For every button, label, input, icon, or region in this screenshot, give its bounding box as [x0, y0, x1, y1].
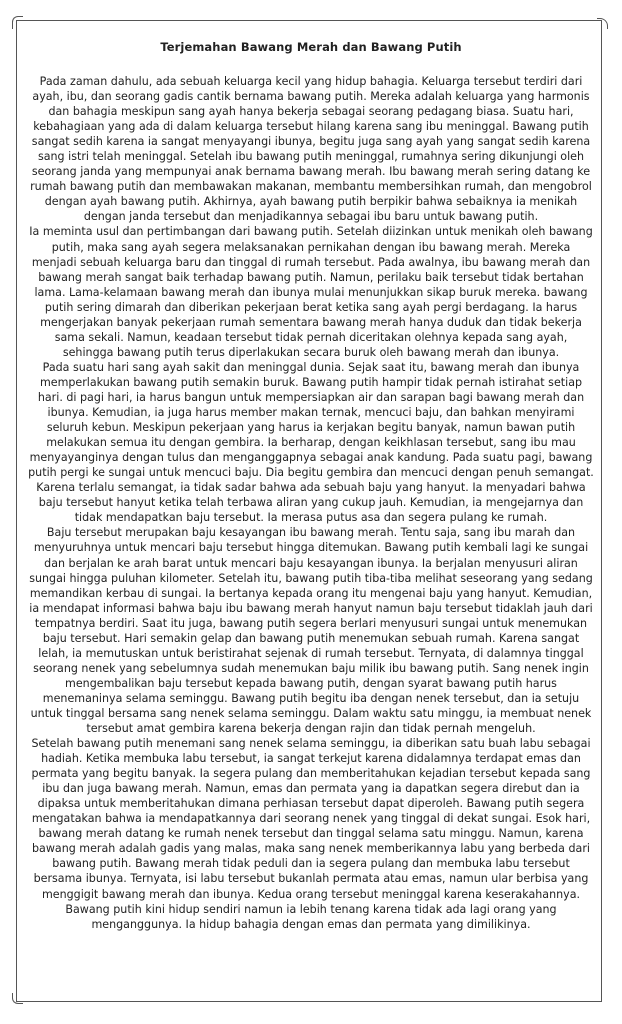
- paragraph-5: Setelah bawang putih menemani sang nenek selama seminggu, ia diberikan satu buah labu sebagai hadiah. Ketika membuka labu tersebut, ia sangat terkejut karena didalamnya terdapat emas dan permata yang begitu banyak. Ia segera pulang dan memberitahukan kejadian tersebut kepada sang ibu dan juga bawang merah. Namun, emas dan permata yang ia dapatkan segera direbut dan ia dipaksa untuk memberitahukan dimana perhiasan tersebut dapat diperoleh. Bawang putih segera mengatakan bahwa ia mendapatkannya dari seorang nenek yang tinggal di dekat sungai. Esok hari, bawang merah datang ke rumah nenek tersebut dan tinggal selama satu minggu. Namun, karena bawang merah adalah gadis yang malas, maka sang nenek memberikannya labu yang berbeda dari bawang putih. Bawang merah tidak peduli dan ia segera pulang dan membuka labu tersebut bersama ibunya. Ternyata, isi labu tersebut bukanlah permata atau emas, namun ular berbisa yang menggigit bawang merah dan ibunya. Kedua orang tersebut meninggal karena keserakahannya. Bawang putih kini hidup sendiri namun ia lebih tenang karena tidak ada lagi orang yang menganggunya. Ia hidup bahagia dengan emas dan permata yang dimilikinya.: [31, 737, 591, 931]
- paragraph-3: Pada suatu hari sang ayah sakit dan meninggal dunia. Sejak saat itu, bawang merah dan ibunya memperlakukan bawang putih semakin buruk. Bawang putih hampir tidak pernah istirahat setiap hari. di pagi hari, ia harus bangun untuk mempersiapkan air dan sarapan bagi bawang merah dan ibunya. Kemudian, ia juga harus member makan ternak, mencuci baju, dan bahkan menyirami seluruh kebun. Meskipun pekerjaan yang harus ia kerjakan begitu banyak, namun bawan putih melakukan semua itu dengan gembira. Ia berharap, dengan keikhlasan tersebut, sang ibu mau menyayanginya dengan tulus dan menganggapnya sebagai anak kandung. Pada suatu pagi, bawang putih pergi ke sungai untuk mencuci baju. Dia begitu gembira dan mencuci dengan penuh semangat. Karena terlalu semangat, ia tidak sadar bahwa ada sebuah baju yang hanyut. Ia menyadari bahwa baju tersebut hanyut ketika telah terbawa aliran yang cukup jauh. Kemudian, ia mengejarnya dan tidak mendapatkan baju tersebut. Ia merasa putus asa dan segera pulang ke rumah.: [28, 360, 594, 525]
- paragraph-1: Pada zaman dahulu, ada sebuah keluarga kecil yang hidup bahagia. Keluarga tersebut terdiri dari ayah, ibu, dan seorang gadis cantik bernama bawang putih. Mereka adalah keluarga yang harmonis dan bahagia meskipun sang ayah hanya bekerja sebagai seorang pedagang biasa. Suatu hari, kebahagiaan yang ada di dalam keluarga tersebut hilang karena sang ibu meninggal. Bawang putih sangat sedih karena ia sangat menyayangi ibunya, begitu juga sang ayah yang sangat sedih karena sang istri telah meninggal. Setelah ibu bawang putih meninggal, rumahnya sering dikunjungi oleh seorang janda yang mempunyai anak bernama bawang merah. Ibu bawang merah sering datang ke rumah bawang putih dan membawakan makanan, membantu membersihkan rumah, dan mengobrol dengan ayah bawang putih. Akhirnya, ayah bawang putih berpikir bahwa sebaiknya ia menikah dengan janda tersebut dan menjadikannya sebagai ibu baru untuk bawang putih.: [30, 75, 592, 224]
- document-title: Terjemahan Bawang Merah dan Bawang Putih: [160, 40, 462, 54]
- paragraph-2: Ia meminta usul dan pertimbangan dari bawang putih. Setelah diizinkan untuk menikah oleh bawang putih, maka sang ayah segera melaksanakan pernikahan dengan ibu bawang merah. Mereka menjadi sebuah keluarga baru dan tinggal di rumah tersebut. Pada awalnya, ibu bawang merah dan bawang merah sangat baik terhadap bawang putih. Namun, perilaku baik tersebut tidak bertahan lama. Lama-kelamaan bawang merah dan ibunya mulai menunjukkan sikap buruk mereka. bawang putih sering dimarah dan diberikan pekerjaan berat ketika sang ayah pergi berdagang. Ia harus mengerjakan banyak pekerjaan rumah sementara bawang merah hanya duduk dan tidak bekerja sama sekali. Namun, keadaan tersebut tidak pernah diceritakan olehnya kepada sang ayah, sehingga bawang putih terus diperlakukan secara buruk oleh bawang merah dan ibunya.: [29, 225, 593, 359]
- page-corner-bottom-left: [12, 993, 23, 1004]
- paragraph-4: Baju tersebut merupakan baju kesayangan ibu bawang merah. Tentu saja, sang ibu marah dan menyuruhnya untuk mencari baju tersebut hingga ditemukan. Bawang putih kembali lagi ke sungai dan berjalan ke arah barat untuk mencari baju kesayangan ibunya. Ia berjalan menyusuri aliran sungai hingga puluhan kilometer. Setelah itu, bawang putih tiba-tiba melihat seseorang yang sedang memandikan kerbau di sungai. Ia bertanya kepada orang itu mengenai baju yang hanyut. Kemudian, ia mendapat informasi bahwa baju ibu bawang merah hanyut namun baju tersebut tidaklah jauh dari tempatnya berdiri. Saat itu juga, bawang putih segera berlari menyusuri sungai untuk menemukan baju tersebut. Hari semakin gelap dan bawang putih menemukan sebuah rumah. Karena sangat lelah, ia memutuskan untuk beristirahat sejenak di rumah tersebut. Ternyata, di dalamnya tinggal seorang nenek yang sebelumnya sudah menemukan baju milik ibu bawang putih. Sang nenek ingin mengembalikan baju tersebut kepada bawang putih, dengan syarat bawang putih harus menemaninya selama seminggu. Bawang putih begitu iba dengan nenek tersebut, dan ia setuju untuk tinggal bersama sang nenek selama seminggu. Dalam waktu satu minggu, ia membuat nenek tersebut amat gembira karena bekerja dengan rajin dan tidak pernah mengeluh.: [29, 526, 593, 736]
- page-corner-top-left: [12, 16, 23, 29]
- page-corner-top-right: [597, 18, 608, 29]
- document-body: [28, 40, 594, 932]
